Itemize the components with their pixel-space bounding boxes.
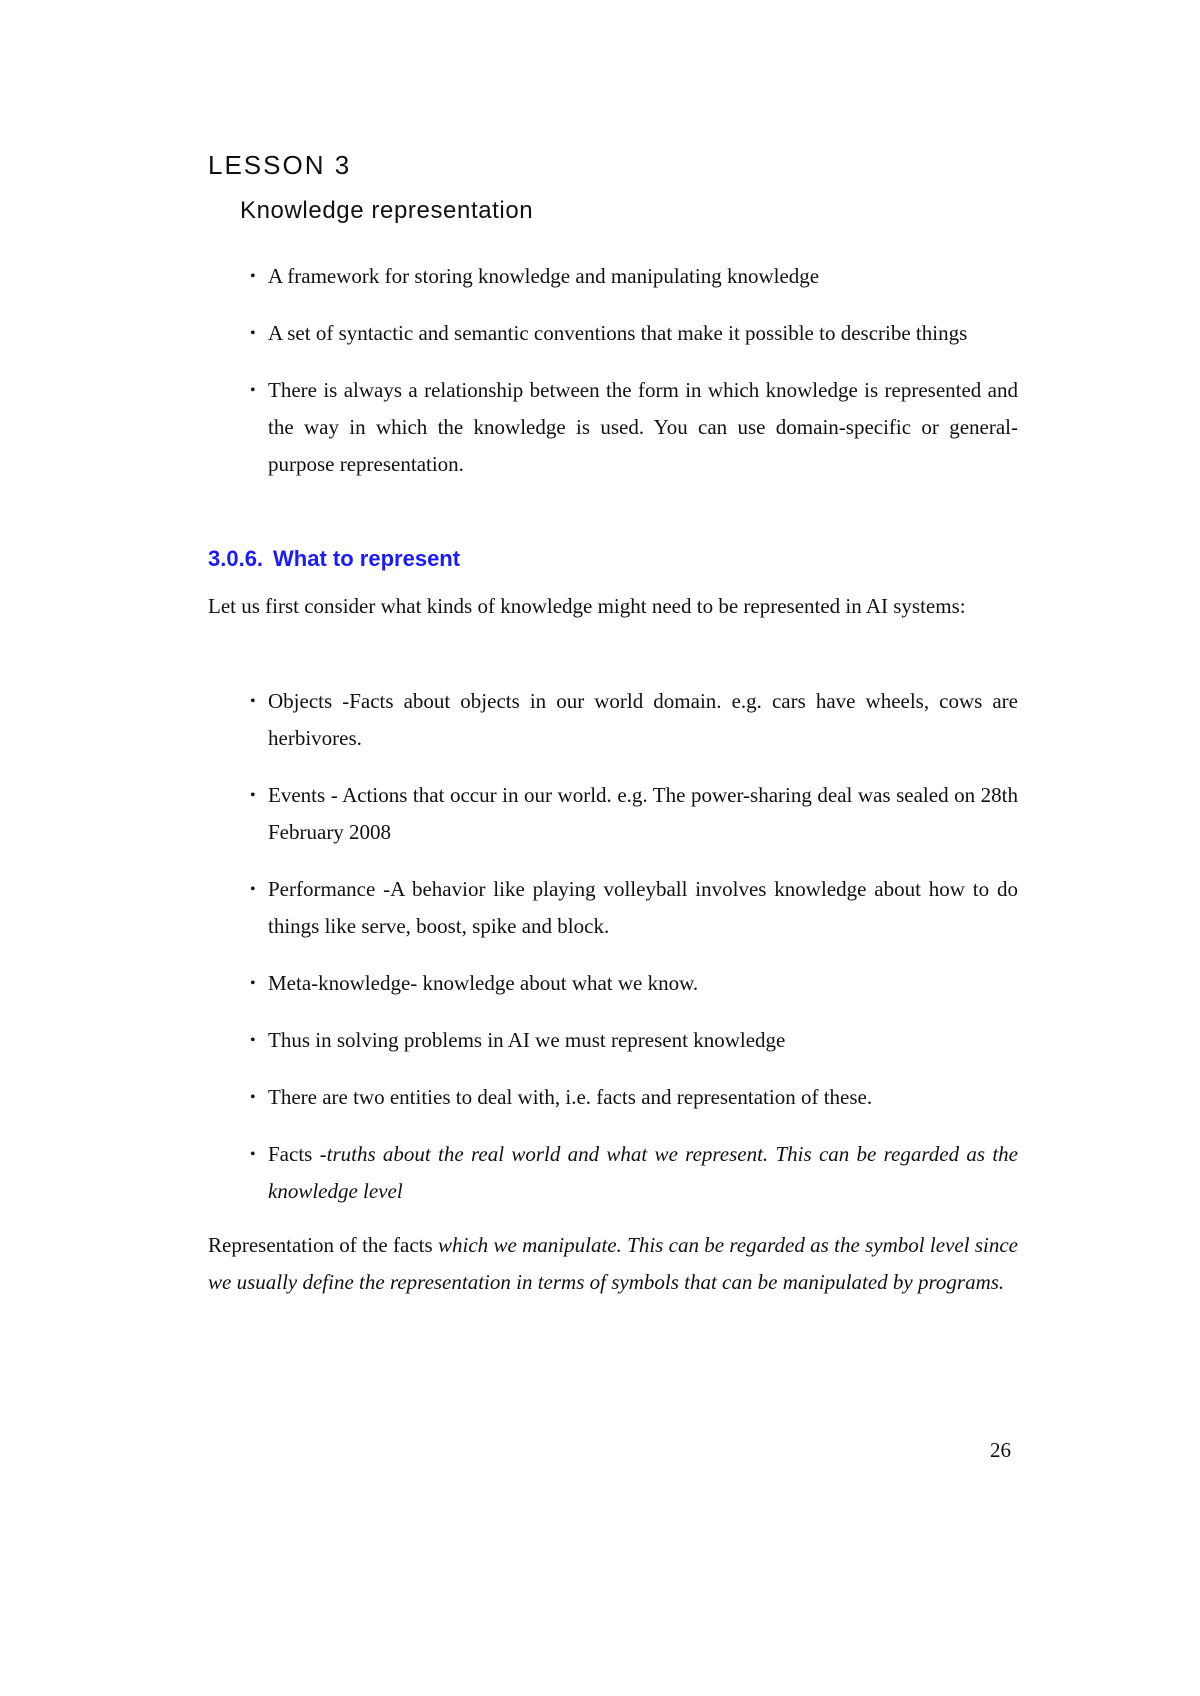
bullet-icon: •: [250, 1146, 256, 1163]
list-item-text: Events - Actions that occur in our world. e.g. The power-sharing deal was sealed on 28th February 2008: [268, 783, 1018, 844]
list-item-text: There is always a relationship between the form in which knowledge is represented and the way in which the knowledge is used. You can use domain-specific or general-purpose representation.: [268, 378, 1018, 476]
list-item: [208, 1022, 1018, 1059]
list-item: [208, 683, 1018, 757]
bullet-icon: •: [250, 382, 256, 399]
facts-lead-text: Facts -: [268, 1142, 327, 1166]
intro-paragraph: Let us first consider what kinds of knowledge might need to be represented in AI systems:: [208, 594, 966, 618]
list-item: [208, 965, 1018, 1002]
list-item-text: There are two entities to deal with, i.e. facts and representation of these.: [268, 1085, 873, 1109]
page-number: 26: [990, 1438, 1011, 1462]
closing-paragraph: [208, 1227, 1018, 1301]
bullet-icon: •: [250, 975, 256, 992]
list-item: [208, 871, 1018, 945]
list-item: [208, 258, 1018, 295]
list-item: [208, 372, 1018, 483]
bullet-icon: •: [250, 693, 256, 710]
bullet-icon: •: [250, 268, 256, 285]
closing-lead-text: Representation of the facts: [208, 1233, 438, 1257]
list-item-facts: [208, 1136, 1018, 1210]
list-item-text: A set of syntactic and semantic conventions that make it possible to describe things: [268, 321, 968, 345]
list-item-text: Thus in solving problems in AI we must represent knowledge: [268, 1028, 786, 1052]
facts-italic-text: truths about the real world and what we represent. This can be regarded as the knowledge level: [268, 1142, 1019, 1203]
bullet-list-knowledge-kinds: [208, 683, 1018, 1230]
lesson-title: LESSON 3: [208, 150, 352, 180]
subsection-number: 3.0.6.: [208, 546, 264, 571]
list-item-text: Objects -Facts about objects in our world domain. e.g. cars have wheels, cows are herbivores.: [268, 689, 1018, 750]
section-title: Knowledge representation: [240, 197, 534, 224]
bullet-icon: •: [250, 787, 256, 804]
list-item-text: Meta-knowledge- knowledge about what we know.: [268, 971, 699, 995]
list-item-text: Performance -A behavior like playing volleyball involves knowledge about how to do things like serve, boost, spike and block.: [268, 877, 1018, 938]
bullet-icon: •: [250, 881, 256, 898]
list-item: [208, 315, 1018, 352]
bullet-icon: •: [250, 1032, 256, 1049]
subsection-title: What to represent: [273, 546, 461, 571]
list-item: [208, 777, 1018, 851]
subsection-heading: [208, 546, 460, 572]
list-item: [208, 1079, 1018, 1116]
closing-italic-text: which we manipulate. This can be regarded as the symbol level since we usually define the representation in terms of symbols that can be manipulated by programs.: [208, 1233, 1019, 1294]
bullet-list-definitions: [208, 258, 1018, 503]
list-item-text: A framework for storing knowledge and manipulating knowledge: [268, 264, 820, 288]
bullet-icon: •: [250, 1089, 256, 1106]
bullet-icon: •: [250, 325, 256, 342]
